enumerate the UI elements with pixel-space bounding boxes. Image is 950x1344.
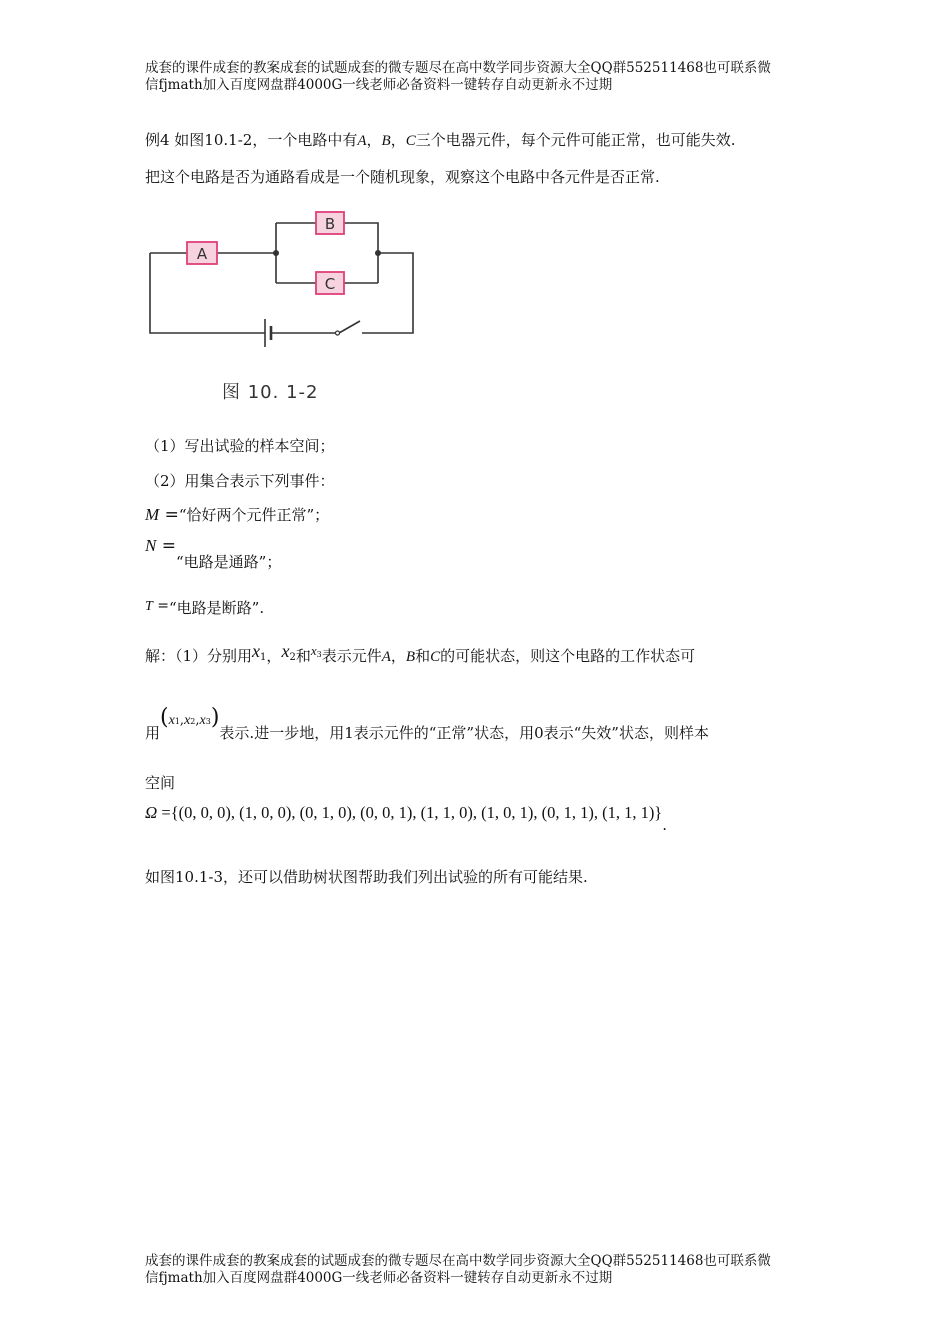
symbol-m: M — [145, 505, 160, 524]
comma: ， — [390, 131, 406, 149]
var-b: B — [381, 133, 391, 149]
subscript-1: 1 — [260, 652, 267, 663]
sample-space-line — [145, 803, 667, 833]
var-a: A — [357, 133, 367, 149]
tuple-open-paren: ( — [160, 705, 169, 730]
comma: , — [195, 713, 200, 728]
event-m — [145, 505, 329, 525]
question-2: （2）用集合表示下列事件： — [145, 472, 335, 490]
junction-left — [273, 250, 279, 256]
solution-line-2 — [145, 705, 709, 744]
solution-text: 的可能状态，则这个电路的工作状态可 — [440, 647, 696, 665]
wire-right — [362, 253, 413, 333]
event-m-text: “恰好两个元件正常”； — [178, 506, 330, 524]
var-x1: x — [252, 641, 261, 661]
page-footer — [145, 1253, 825, 1287]
tuple-close-paren: ) — [210, 705, 220, 730]
solution-text: 用 — [145, 724, 161, 742]
junction-right — [375, 250, 381, 256]
comma: , — [179, 713, 185, 728]
event-n-text: “电路是通路”； — [176, 553, 282, 571]
equals-sign: = — [152, 598, 169, 614]
example-text: 例4 如图10.1-2，一个电路中有 — [145, 131, 358, 149]
example-line-2: 把这个电路是否为通路看成是一个随机现象，观察这个电路中各元件是否正常. — [145, 168, 660, 186]
event-n — [145, 538, 281, 578]
var-a: A — [381, 649, 391, 665]
event-t-text: “电路是断路”. — [168, 599, 265, 617]
figure-caption: 图 10. 1-2 — [222, 382, 319, 403]
subscript-3: 3 — [316, 650, 322, 659]
question-1: （1）写出试验的样本空间； — [145, 437, 335, 455]
circuit-diagram — [140, 205, 430, 365]
component-c-label: C — [324, 275, 336, 293]
example-text: 三个电器元件，每个元件可能正常，也可能失效. — [415, 131, 736, 149]
header-line-2: 信fjmath加入百度网盘群4000G一线老师必备资料一键转存自动更新永不过期 — [145, 77, 613, 93]
event-t — [145, 598, 264, 620]
solution-line-3: 空间 — [145, 774, 176, 792]
symbol-t: T — [145, 599, 153, 614]
switch-blade — [339, 321, 360, 333]
solution-text: 表示.进一步地，用1表示元件的“正常”状态，用0表示“失效”状态，则样本 — [219, 724, 709, 742]
var-c: C — [430, 649, 441, 665]
equals-sign: = — [156, 536, 176, 556]
page-header — [145, 60, 825, 94]
solution-text: 表示元件 — [321, 647, 382, 665]
example-line-1 — [145, 130, 736, 151]
solution-line-4: 如图10.1-3，还可以借助树状图帮助我们列出试验的所有可能结果. — [145, 868, 588, 886]
period: . — [662, 816, 668, 834]
symbol-n: N — [145, 536, 157, 555]
footer-line-1: 成套的课件成套的教案成套的试题成套的微专题尽在高中数学同步资源大全QQ群552511468也可联系微 — [145, 1253, 771, 1269]
comma: ， — [266, 647, 282, 665]
comma: ， — [390, 647, 406, 665]
var-x2: x — [184, 713, 191, 728]
header-line-1: 成套的课件成套的教案成套的试题成套的微专题尽在高中数学同步资源大全QQ群552511468也可联系微 — [145, 60, 771, 76]
solution-line-1 — [145, 641, 696, 673]
comma: ， — [366, 131, 382, 149]
component-b-label: B — [324, 215, 336, 233]
wire-b-right — [344, 223, 378, 283]
var-x2: x — [281, 641, 290, 661]
and-text: 和 — [295, 647, 311, 665]
solution-text: 解：（1）分别用 — [145, 647, 253, 665]
var-x3: x — [310, 643, 317, 658]
footer-line-2: 信fjmath加入百度网盘群4000G一线老师必备资料一键转存自动更新永不过期 — [145, 1270, 613, 1286]
omega-symbol: Ω — [145, 803, 158, 822]
var-c: C — [405, 133, 416, 149]
var-x3: x — [199, 713, 206, 728]
subscript-2: 2 — [190, 717, 196, 726]
component-a-label: A — [196, 245, 208, 263]
wire-left — [150, 253, 265, 333]
sample-space-set: ={(0, 0, 0), (1, 0, 0), (0, 1, 0), (0, 0, 1), (1, 1, 0), (1, 0, 1), (0, 1, 1), (1, 1, 1)} — [157, 803, 663, 822]
subscript-3: 3 — [205, 717, 211, 726]
and-text: 和 — [415, 647, 431, 665]
var-x1: x — [168, 713, 175, 728]
var-b: B — [405, 649, 416, 665]
subscript-2: 2 — [289, 652, 296, 663]
switch-pivot — [336, 331, 340, 335]
equals-sign: = — [159, 505, 179, 525]
subscript-1: 1 — [174, 717, 180, 726]
